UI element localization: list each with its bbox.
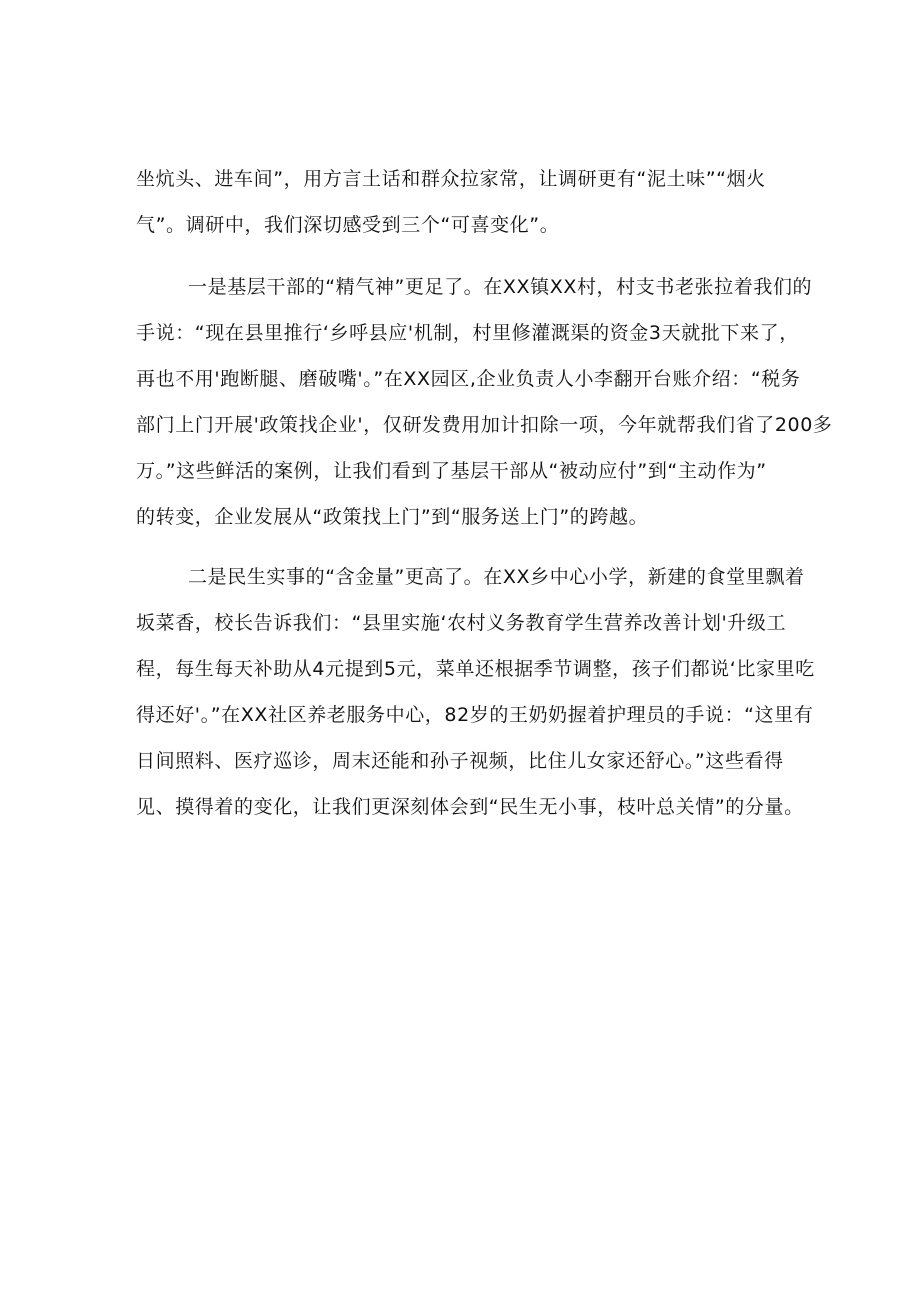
text-line: 程，每生每天补助从4元提到5元，菜单还根据季节调整，孩子们都说‘比家里吃 [136,658,815,680]
text-line: 坂菜香，校长告诉我们：“县里实施‘农村义务教育学生营养改善计划'升级工 [136,612,787,634]
text-line: 得还好'。”在XX社区养老服务中心，82岁的王奶奶握着护理员的手说：“这里有 [136,704,814,726]
text-line: 日间照料、医疗巡诊，周末还能和孙子视频，比住儿女家还舒心。”这些看得 [136,750,784,772]
text-line: 见、摸得着的变化，让我们更深刻体会到“民生无小事，枝叶总关情”的分量。 [136,796,804,818]
text-line: 手说：“现在县里推行‘乡呼县应'机制，村里修灌溉渠的资金3天就批下来了， [136,322,799,344]
text-line: 一是基层干部的“精气神”更足了。在XX镇XX村，村支书老张拉着我们的 [188,276,813,298]
text-line: 部门上门开展'政策找企业'，仅研发费用加计扣除一项，今年就帮我们省了200多 [136,414,833,436]
text-line: 万。”这些鲜活的案例，让我们看到了基层干部从“被动应付”到“主动作为” [136,460,767,482]
text-line: 坐炕头、进车间”，用方言土话和群众拉家常，让调研更有“泥土味”“烟火 [136,168,766,190]
text-line: 气”。调研中，我们深切感受到三个“可喜变化”。 [136,214,560,236]
text-line: 再也不用'跑断腿、磨破嘴'。”在XX园区,企业负责人小李翻开台账介绍：“税务 [136,368,801,390]
text-line: 的转变，企业发展从“政策找上门”到“服务送上门”的跨越。 [136,506,649,528]
text-line: 二是民生实事的“含金量”更高了。在XX乡中心小学，新建的食堂里飘着 [188,566,805,588]
